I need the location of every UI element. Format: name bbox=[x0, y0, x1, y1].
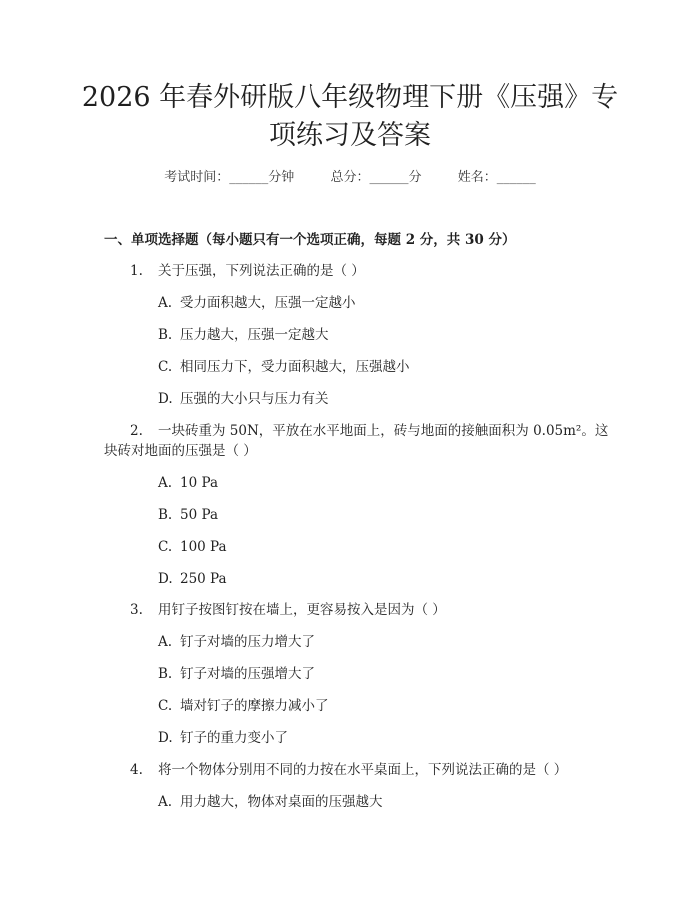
q2-option-c bbox=[158, 538, 227, 556]
option-text: 相同压力下，受力面积越大，压强越小 bbox=[180, 359, 410, 375]
question-number: 1. bbox=[130, 263, 143, 279]
document-title-line-1: 2026 年春外研版八年级物理下册《压强》专 bbox=[81, 82, 619, 113]
question-number: 2. bbox=[130, 423, 143, 439]
option-letter: A. bbox=[158, 295, 173, 311]
question-number: 4. bbox=[130, 762, 143, 778]
q3-option-a bbox=[158, 633, 315, 651]
question-3 bbox=[130, 601, 446, 619]
question-4 bbox=[130, 761, 567, 779]
option-text: 压强的大小只与压力有关 bbox=[180, 391, 329, 407]
option-text: 用力越大，物体对桌面的压强越大 bbox=[180, 794, 383, 810]
question-text: 用钉子按图钉按在墙上，更容易按入是因为（ ） bbox=[158, 602, 446, 618]
option-letter: D. bbox=[158, 391, 173, 407]
option-text: 受力面积越大，压强一定越小 bbox=[180, 295, 356, 311]
option-letter: C. bbox=[158, 539, 173, 555]
option-text: 钉子对墙的压力增大了 bbox=[180, 634, 315, 650]
option-letter: A. bbox=[158, 634, 173, 650]
q1-option-c bbox=[158, 358, 410, 376]
option-letter: B. bbox=[158, 327, 173, 343]
option-letter: C. bbox=[158, 698, 173, 714]
option-text: 墙对钉子的摩擦力减小了 bbox=[180, 698, 329, 714]
q1-option-a bbox=[158, 294, 356, 312]
option-letter: A. bbox=[158, 794, 173, 810]
q1-option-d bbox=[158, 390, 329, 408]
q4-option-a bbox=[158, 793, 383, 811]
option-letter: A. bbox=[158, 475, 173, 491]
q3-option-d bbox=[158, 729, 288, 747]
option-text: 50 Pa bbox=[180, 507, 218, 523]
question-1 bbox=[130, 262, 365, 280]
total-score-field: 总分：______分 bbox=[330, 170, 422, 185]
question-2-continued: 块砖对地面的压强是（ ） bbox=[104, 443, 257, 459]
q2-option-a bbox=[158, 474, 218, 492]
question-text: 关于压强，下列说法正确的是（ ） bbox=[158, 263, 365, 279]
exam-info-line bbox=[0, 169, 700, 187]
q3-option-c bbox=[158, 697, 329, 715]
question-text-line-1: 一块砖重为 50N，平放在水平地面上，砖与地面的接触面积为 0.05m²。这 bbox=[158, 423, 609, 439]
question-2 bbox=[130, 422, 608, 440]
option-letter: B. bbox=[158, 666, 173, 682]
option-text: 压力越大，压强一定越大 bbox=[180, 327, 329, 343]
student-name-field: 姓名：______ bbox=[457, 170, 536, 185]
q2-option-d bbox=[158, 570, 227, 588]
option-text: 钉子对墙的压强增大了 bbox=[180, 666, 315, 682]
option-letter: D. bbox=[158, 730, 173, 746]
option-letter: D. bbox=[158, 571, 173, 587]
question-number: 3. bbox=[130, 602, 143, 618]
section-heading: 一、单项选择题（每小题只有一个选项正确，每题 2 分，共 30 分） bbox=[104, 232, 516, 248]
option-text: 100 Pa bbox=[180, 539, 227, 555]
exam-time-field: 考试时间：______分钟 bbox=[164, 170, 295, 185]
option-text: 10 Pa bbox=[180, 475, 218, 491]
q1-option-b bbox=[158, 326, 329, 344]
option-text: 钉子的重力变小了 bbox=[180, 730, 288, 746]
option-text: 250 Pa bbox=[180, 571, 227, 587]
question-text: 将一个物体分别用不同的力按在水平桌面上，下列说法正确的是（ ） bbox=[158, 762, 568, 778]
option-letter: B. bbox=[158, 507, 173, 523]
option-letter: C. bbox=[158, 359, 173, 375]
q2-option-b bbox=[158, 506, 218, 524]
document-title-line-2: 项练习及答案 bbox=[269, 120, 431, 151]
q3-option-b bbox=[158, 665, 315, 683]
